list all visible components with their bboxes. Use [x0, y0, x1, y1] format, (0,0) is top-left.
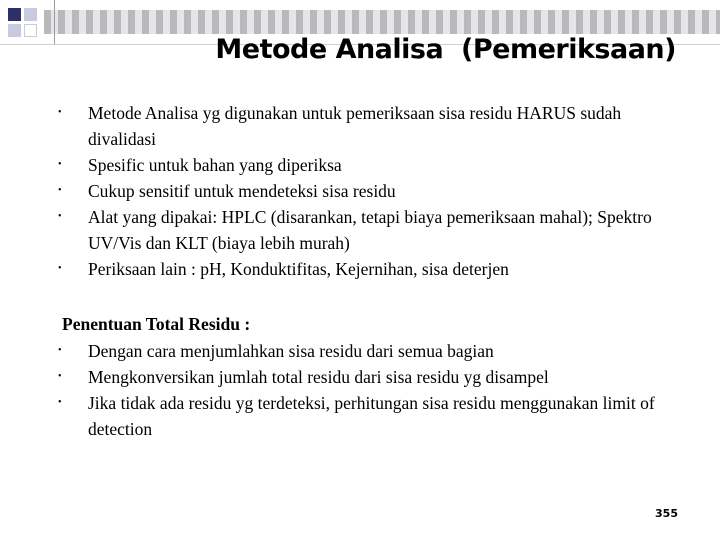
- section-heading: Penentuan Total Residu :: [62, 314, 251, 334]
- list-item-text: Cukup sensitif untuk mendeteksi sisa residu: [88, 181, 396, 201]
- slide-title: Metode Analisa (Pemeriksaan): [215, 34, 676, 65]
- list-item: [54, 152, 694, 178]
- bullet-icon: •: [58, 185, 62, 196]
- decor-vertical-line: [54, 0, 55, 44]
- decor-square-light: [8, 24, 21, 37]
- list-item: [54, 364, 694, 390]
- list-item: [54, 338, 694, 364]
- decor-square-light: [24, 8, 37, 21]
- bullet-icon: •: [58, 211, 62, 222]
- bullet-icon: •: [58, 263, 62, 274]
- list-item: [54, 178, 694, 204]
- bullet-icon: •: [58, 159, 62, 170]
- bullet-icon: •: [58, 397, 62, 408]
- list-item-text: Jika tidak ada residu yg terdeteksi, perhitungan sisa residu menggunakan limit of detection: [88, 393, 655, 439]
- decor-stripes: [44, 10, 720, 34]
- decor-square-dark: [8, 8, 21, 21]
- decor-square-outline: [24, 24, 37, 37]
- list-item: [54, 100, 694, 152]
- list-item: [54, 204, 694, 256]
- bullet-icon: •: [58, 371, 62, 382]
- list-item: [54, 256, 694, 282]
- list-item-text: Alat yang dipakai: HPLC (disarankan, tetapi biaya pemeriksaan mahal); Spektro UV/Vis dan KLT (biaya lebih murah): [88, 207, 652, 253]
- page-number: 355: [655, 507, 678, 520]
- bullet-icon: •: [58, 107, 62, 118]
- section-bullet-list: [54, 338, 694, 442]
- list-item: [54, 390, 694, 442]
- list-item-text: Periksaan lain : pH, Konduktifitas, Kejernihan, sisa deterjen: [88, 259, 509, 279]
- list-item-text: Spesific untuk bahan yang diperiksa: [88, 155, 342, 175]
- list-item-text: Mengkonversikan jumlah total residu dari sisa residu yg disampel: [88, 367, 549, 387]
- list-item-text: Dengan cara menjumlahkan sisa residu dari semua bagian: [88, 341, 494, 361]
- bullet-icon: •: [58, 345, 62, 356]
- main-bullet-list: [54, 100, 694, 282]
- list-item-text: Metode Analisa yg digunakan untuk pemeriksaan sisa residu HARUS sudah divalidasi: [88, 103, 622, 149]
